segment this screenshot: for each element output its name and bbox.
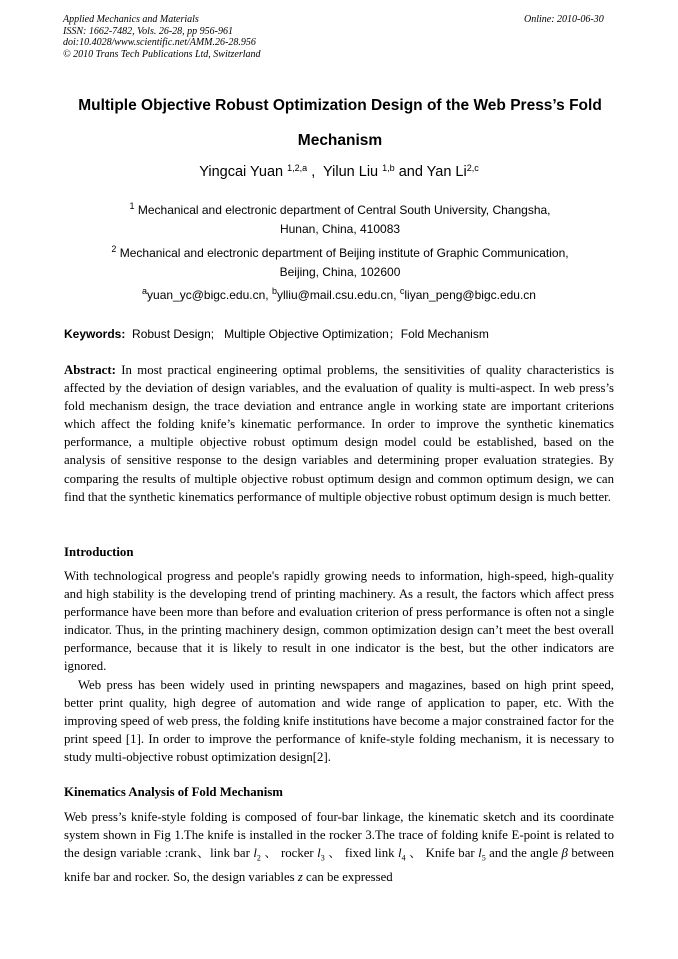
author-superscript: 2,c bbox=[466, 163, 479, 173]
email-address: ylliu@mail.csu.edu.cn, bbox=[276, 288, 400, 302]
section-heading: Introduction bbox=[64, 545, 134, 559]
author-separator: , bbox=[307, 164, 324, 180]
keywords-label: Keywords: bbox=[64, 327, 126, 341]
keywords bbox=[64, 325, 489, 342]
paragraph: With technological progress and people's rapidly growing needs to information, high-speed, high-quality and high stability is the developing trend of printing machinery. As a result, the factors which affect press performance have been more than before and evaluation criterion of press performance is often not a single indicator. Thus, in the printing machinery design, common optimization design can’t meet the best overall performance, because that it is likely to result in one indicator is the best, but the other indicators are ignored. bbox=[64, 569, 614, 674]
section-heading: Kinematics Analysis of Fold Mechanism bbox=[64, 785, 283, 799]
affiliation-text: Mechanical and electronic department of Central South University, Changsha, bbox=[137, 203, 551, 217]
introduction-body bbox=[64, 567, 614, 766]
title-line-1: Multiple Objective Robust Optimization Design of the Web Press’s Fold bbox=[78, 97, 602, 114]
affiliation-superscript: 1 bbox=[129, 201, 135, 211]
affiliation-2 bbox=[40, 244, 640, 282]
keywords-text: Robust Design; Multiple Objective Optimization；Fold Mechanism bbox=[125, 327, 489, 341]
author-superscript: 1,2,a bbox=[287, 163, 308, 173]
title-line-2: Mechanism bbox=[297, 132, 383, 149]
journal-name: Applied Mechanics and Materials bbox=[63, 14, 199, 25]
affiliation-text: Beijing, China, 102600 bbox=[279, 265, 401, 279]
online-date: Online: 2010-06-30 bbox=[524, 14, 604, 25]
copyright-line: © 2010 Trans Tech Publications Ltd, Switzerland bbox=[63, 48, 261, 60]
email-address: yuan_yc@bigc.edu.cn, bbox=[147, 288, 272, 302]
author-name: Yan Li bbox=[426, 164, 467, 180]
affiliation-1 bbox=[40, 201, 640, 239]
text-run: 、 Knife bar bbox=[405, 846, 479, 861]
email-list bbox=[0, 288, 678, 302]
text-run: and the angle bbox=[485, 846, 562, 861]
email-superscript: c bbox=[399, 286, 405, 296]
symbol-l3: $l_3$ bbox=[317, 846, 325, 863]
author-name: Yilun Liu bbox=[323, 164, 379, 180]
symbol-l5: $l_5$ bbox=[478, 846, 486, 863]
affiliation-text: Mechanical and electronic department of Beijing institute of Graphic Communication, bbox=[119, 246, 569, 260]
email-superscript: a bbox=[142, 286, 148, 296]
issn-line: ISSN: 1662-7482, Vols. 26-28, pp 956-961 bbox=[63, 25, 233, 37]
paper-title bbox=[40, 88, 640, 158]
affiliation-superscript: 2 bbox=[111, 244, 117, 254]
text-run: 、 rocker bbox=[260, 846, 318, 861]
doi-line: doi:10.4028/www.scientific.net/AMM.26-28.956 bbox=[63, 37, 256, 48]
author-name: Yingcai Yuan bbox=[199, 164, 284, 180]
abstract-label: Abstract: bbox=[64, 363, 116, 377]
email-superscript: b bbox=[271, 286, 277, 296]
kinematics-paragraph bbox=[64, 808, 614, 886]
text-run: 、 fixed link bbox=[324, 846, 399, 861]
paragraph: Web press has been widely used in printing newspapers and magazines, based on high print speed, better print quality, high degree of automation and wide range of application to paper, etc. With the improving speed of web press, the folding knife institutions have become a major constrained factor for the print speed [1]. In order to improve the performance of knife-style folding mechanism, it is necessary to study multi-objective robust optimization design[2]. bbox=[64, 677, 614, 764]
text-run: Web press’s knife-style folding is composed of four-bar linkage, the kinematic sketch and its coordinate system shown in Fig 1.The knife is installed in the rocker 3.The trace of folding knife E-point is related to the design variable :crank、link bar bbox=[64, 810, 614, 861]
email-address: liyan_peng@bigc.edu.cn bbox=[404, 288, 536, 302]
symbol-l4: $l_4$ bbox=[398, 846, 406, 863]
text-run: between knife bar and rocker. So, the design variables bbox=[64, 846, 615, 884]
affiliation-text: Hunan, China, 410083 bbox=[279, 222, 401, 236]
author-separator: and bbox=[394, 164, 427, 180]
text-run: can be expressed bbox=[302, 869, 393, 884]
abstract bbox=[64, 361, 614, 506]
symbol-beta: β bbox=[561, 846, 568, 861]
symbol-l2: $l_2$ bbox=[253, 846, 261, 863]
symbol-z: z bbox=[297, 869, 303, 884]
author-list bbox=[0, 164, 678, 180]
abstract-text: In most practical engineering optimal problems, the sensitivities of quality characteristics is affected by the deviation of design variables, and the evaluation of quality is multi-aspect. In web press’s fold mechanism design, the trace deviation and entrance angle in working state are important criterions which affect the folding knife’s kinematic performance. In order to improve the synthetic kinematics performance, a multiple objective robust optimum design model could be established, based on the analysis of sensitive response to the design variables and determining proper evaluation strategies. By comparing the results of multiple objective robust optimum design and common optimum design, we can find that the synthetic kinematics performance of multiple objective robust optimum design is much better. bbox=[64, 363, 614, 504]
journal-header bbox=[63, 14, 261, 60]
author-superscript: 1,b bbox=[382, 163, 395, 173]
